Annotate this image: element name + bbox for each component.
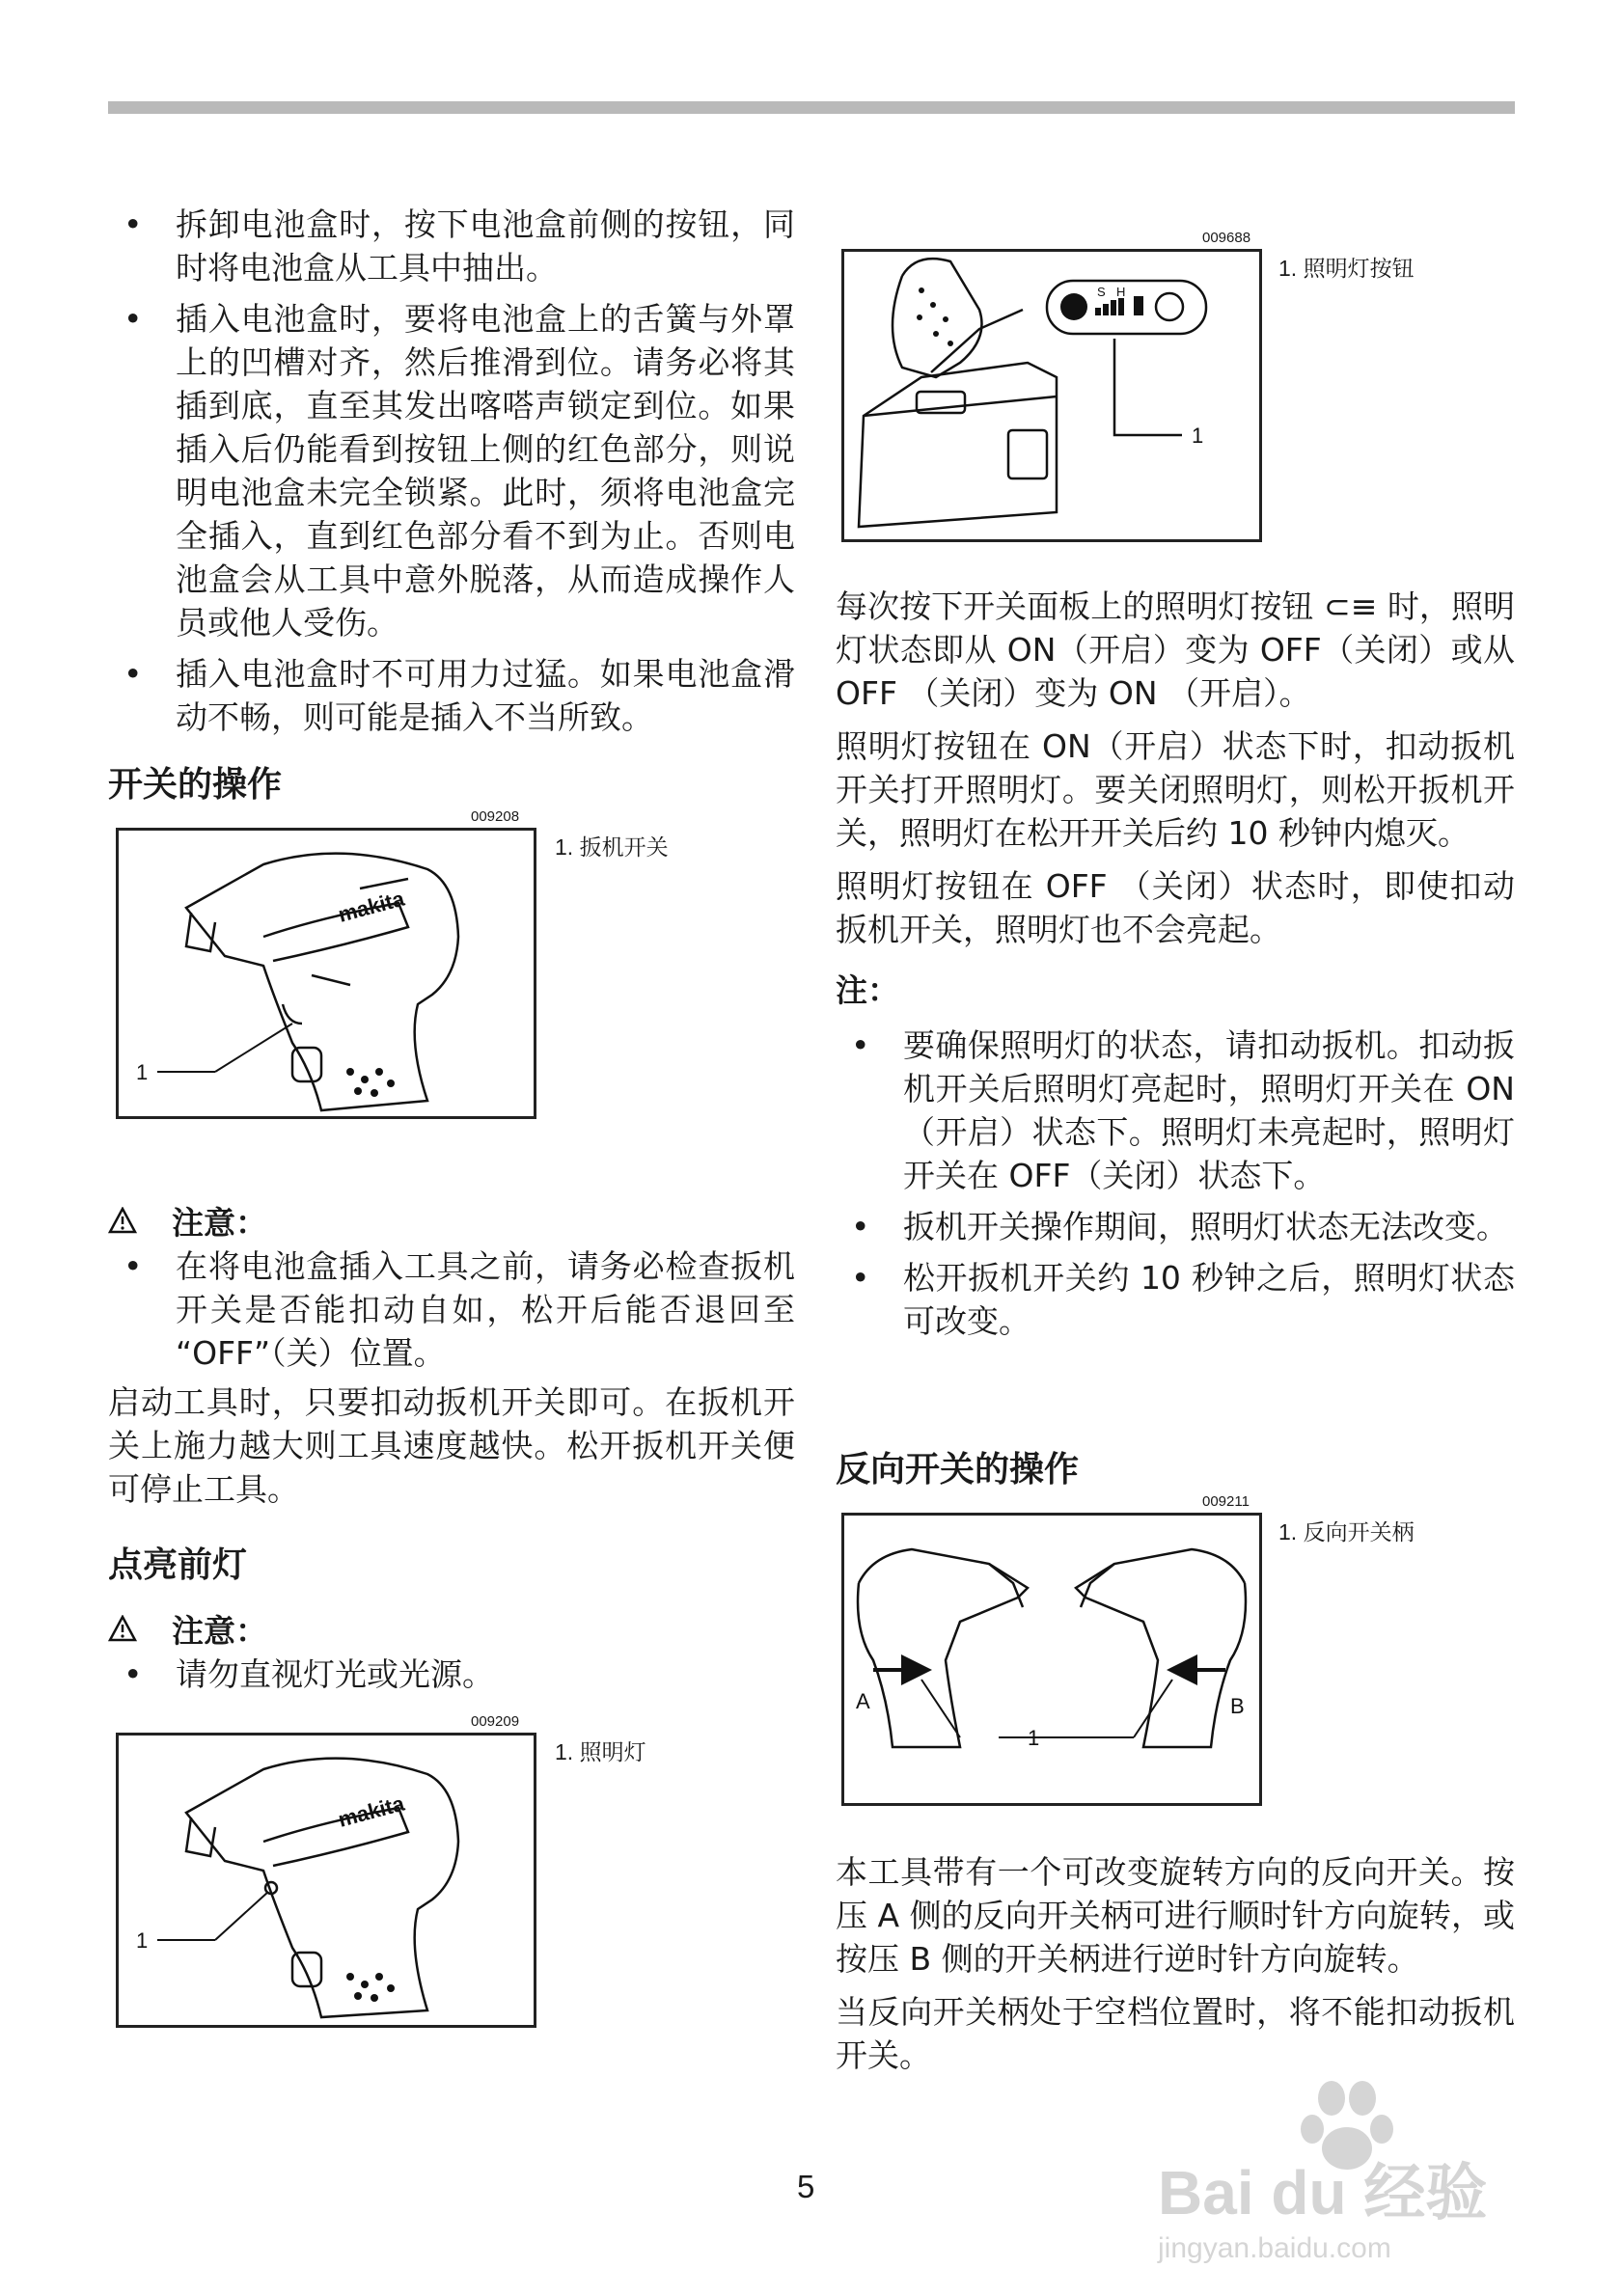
caution-heading: [108, 1201, 795, 1244]
figure-code: 009211: [1202, 1493, 1250, 1510]
callout-label-a: A: [856, 1689, 870, 1713]
note-label: 注：: [836, 971, 899, 1009]
svg-text:makita: makita: [335, 1790, 407, 1832]
figure-reverse-switch: [841, 1513, 1262, 1806]
bullet-item: • 请勿直视灯光或光源。: [124, 1655, 494, 1693]
bullet-text: 插入电池盒时不可用力过猛。如果电池盒滑动不畅，则可能是插入不当所致。: [176, 655, 795, 736]
bullet-text: 扳机开关操作期间，照明灯状态无法改变。: [903, 1208, 1508, 1245]
bullet-item: • 松开扳机开关约 10 秒钟之后，照明灯状态可改变。: [851, 1259, 1515, 1340]
caution-block-1: [108, 1201, 795, 1511]
figure-code: 009209: [471, 1713, 520, 1730]
paragraph: 当反向开关柄处于空档位置时，将不能扣动扳机开关。: [836, 1993, 1515, 2074]
caution-heading: [108, 1609, 795, 1653]
light-text-block: [836, 585, 1515, 1343]
paragraph: 照明灯按钮在 OFF （关闭）状态时，即使扣动扳机开关，照明灯也不会亮起。: [836, 867, 1515, 948]
figure-light: [116, 1733, 536, 2028]
section-heading-reverse: 反向开关的操作: [836, 1450, 1080, 1490]
bullet-item: • 插入电池盒时不可用力过猛。如果电池盒滑动不畅，则可能是插入不当所致。: [124, 655, 795, 736]
caution-label: 注意：: [172, 1612, 267, 1650]
left-column: [108, 203, 795, 739]
bullet-item: • 扳机开关操作期间，照明灯状态无法改变。: [851, 1208, 1508, 1245]
callout-label: 1: [136, 1928, 149, 1953]
figure-caption: 1. 照明灯: [555, 1739, 646, 1764]
callout-label: 1: [1028, 1726, 1040, 1750]
paragraph: 照明灯按钮在 ON（开启）状态下时，扣动扳机开关打开照明灯。要关闭照明灯，则松开扳机开关，照明灯在松开开关后约 10 秒钟内熄灭。: [836, 727, 1515, 852]
figure-code: 009208: [471, 808, 520, 825]
callout-label: 1: [136, 1060, 149, 1084]
warning-triangle-icon: [108, 1609, 149, 1653]
switch-panel-illustration: [844, 252, 1259, 539]
bullet-text: 在将电池盒插入工具之前，请务必检查扳机开关是否能扣动自如，松开后能否退回至 “OFF”（关）位置。: [176, 1247, 795, 1372]
paragraph: 本工具带有一个可改变旋转方向的反向开关。按压 A 侧的反向开关柄可进行顺时针方向旋转，或按压 B 侧的开关柄进行逆时针方向旋转。: [836, 1853, 1515, 1978]
bullet-text: 松开扳机开关约 10 秒钟之后，照明灯状态可改变。: [903, 1259, 1515, 1340]
bullet-text: 请勿直视灯光或光源。: [176, 1655, 494, 1693]
figure-light-button: [841, 249, 1262, 542]
header-rule: [108, 101, 1515, 114]
section-heading-switch: 开关的操作: [108, 765, 283, 805]
caution-label: 注意：: [172, 1204, 267, 1242]
caution-block-2: [108, 1609, 795, 1696]
bullet-item: • 要确保照明灯的状态，请扣动扳机。扣动扳机开关后照明灯亮起时，照明灯开关在 ON （开启）状态下。照明灯未亮起时，照明灯开关在 OFF（关闭）状态下。: [851, 1026, 1515, 1194]
bullet-item: • 在将电池盒插入工具之前，请务必检查扳机开关是否能扣动自如，松开后能否退回至 “OFF”（关）位置。: [124, 1247, 795, 1372]
section-heading-light: 点亮前灯: [108, 1545, 248, 1585]
svg-text:makita: makita: [335, 886, 407, 927]
warning-triangle-icon: [108, 1201, 149, 1244]
panel-label: S: [1097, 285, 1106, 299]
bullet-text: 要确保照明灯的状态，请扣动扳机。扣动扳机开关后照明灯亮起时，照明灯开关在 ON （开启）状态下。照明灯未亮起时，照明灯开关在 OFF（关闭）状态下。: [903, 1026, 1515, 1194]
impact-driver-illustration: [119, 831, 534, 1116]
paragraph: 每次按下开关面板上的照明灯按钮 ⊂≡ 时，照明灯状态即从 ON（开启）变为 OFF（关闭）或从 OFF （关闭）变为 ON （开启）。: [836, 588, 1515, 712]
reverse-lever-illustration: [844, 1516, 1259, 1803]
figure-caption: 1. 照明灯按钮: [1278, 256, 1415, 281]
figure-caption: 1. 反向开关柄: [1278, 1519, 1415, 1544]
paragraph: 启动工具时，只要扣动扳机开关即可。在扳机开关上施力越大则工具速度越快。松开扳机开关便可停止工具。: [108, 1383, 795, 1508]
watermark-logo-text: Bai du 经验: [1158, 2158, 1488, 2228]
watermark: [1139, 2060, 1525, 2272]
bullet-item: • 插入电池盒时，要将电池盒上的舌簧与外罩上的凹槽对齐，然后推滑到位。请务必将其插到底，直至其发出喀嗒声锁定到位。如果插入后仍能看到按钮上侧的红色部分，则说明电池盒未完全锁紧。此时，须将电池盒完全插入，直到红色部分看不到为止。否则电池盒会从工具中意外脱落，从而造成操作人员或他人受伤。: [124, 300, 795, 642]
baidu-paw-logo: [1139, 2060, 1525, 2272]
bullet-text: 拆卸电池盒时，按下电池盒前侧的按钮，同时将电池盒从工具中抽出。: [176, 205, 795, 287]
callout-label-b: B: [1230, 1694, 1245, 1718]
figure-trigger-switch: [116, 828, 536, 1119]
panel-label: H: [1116, 285, 1126, 299]
watermark-url: jingyan.baidu.com: [1158, 2232, 1391, 2264]
page-number: 5: [797, 2169, 815, 2204]
figure-caption: 1. 扳机开关: [555, 834, 669, 860]
bullet-item: • 拆卸电池盒时，按下电池盒前侧的按钮，同时将电池盒从工具中抽出。: [124, 205, 795, 287]
reverse-text-block: [836, 1850, 1515, 2077]
impact-driver-illustration: [119, 1736, 534, 2025]
callout-label: 1: [1192, 424, 1204, 448]
bullet-text: 插入电池盒时，要将电池盒上的舌簧与外罩上的凹槽对齐，然后推滑到位。请务必将其插到底，直至其发出喀嗒声锁定到位。如果插入后仍能看到按钮上侧的红色部分，则说明电池盒未完全锁紧。此时，须将电池盒完全插入，直到红色部分看不到为止。否则电池盒会从工具中意外脱落，从而造成操作人员或他人受伤。: [176, 300, 795, 642]
figure-code: 009688: [1202, 230, 1251, 246]
